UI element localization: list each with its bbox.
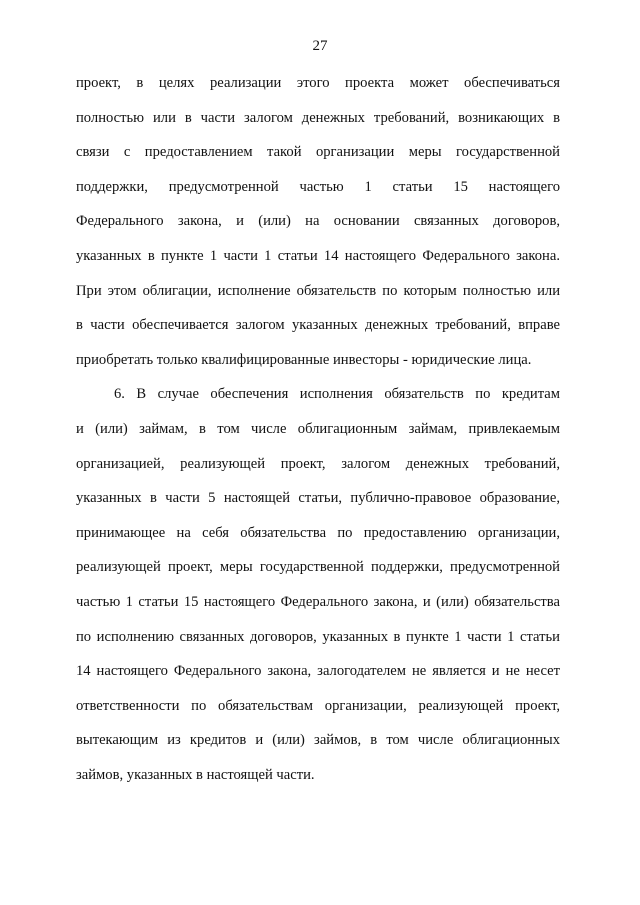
paragraph-start-line: 6. В случае обеспечения исполнения обязательств по кредитам	[114, 386, 560, 403]
text-line: по исполнению связанных договоров, указанных в пункте 1 части 1 статьи	[76, 628, 560, 645]
text-line: указанных в пункте 1 части 1 статьи 14 настоящего Федерального закона.	[76, 247, 560, 264]
text-line: указанных в части 5 настоящей статьи, публично-правовое образование,	[76, 490, 560, 507]
text-line: При этом облигации, исполнение обязательств по которым полностью или	[76, 282, 560, 299]
document-body-text	[76, 66, 560, 792]
text-line: ответственности по обязательствам организации, реализующей проект,	[76, 697, 560, 714]
text-line: 14 настоящего Федерального закона, залогодателем не является и не несет	[76, 663, 560, 680]
text-line: принимающее на себя обязательства по предоставлению организации,	[76, 524, 560, 541]
text-line: в части обеспечивается залогом указанных денежных требований, вправе	[76, 317, 560, 334]
text-line: связи с предоставлением такой организации меры государственной	[76, 144, 560, 161]
text-line: займов, указанных в настоящей части.	[76, 766, 315, 783]
text-line: приобретать только квалифицированные инвесторы - юридические лица.	[76, 351, 532, 368]
text-line: организацией, реализующей проект, залогом денежных требований,	[76, 455, 560, 472]
text-line: частью 1 статьи 15 настоящего Федерального закона, и (или) обязательства	[76, 593, 560, 610]
text-line: вытекающим из кредитов и (или) займов, в том числе облигационных	[76, 732, 560, 749]
text-line: Федерального закона, и (или) на основании связанных договоров,	[76, 213, 560, 230]
page-number: 27	[312, 38, 328, 54]
text-line: полностью или в части залогом денежных требований, возникающих в	[76, 109, 560, 126]
text-line: и (или) займам, в том числе облигационным займам, привлекаемым	[76, 420, 560, 437]
text-line: проект, в целях реализации этого проекта может обеспечиваться	[76, 75, 560, 91]
text-line: реализующей проект, меры государственной поддержки, предусмотренной	[76, 559, 560, 576]
text-line: поддержки, предусмотренной частью 1 статьи 15 настоящего	[76, 178, 560, 195]
